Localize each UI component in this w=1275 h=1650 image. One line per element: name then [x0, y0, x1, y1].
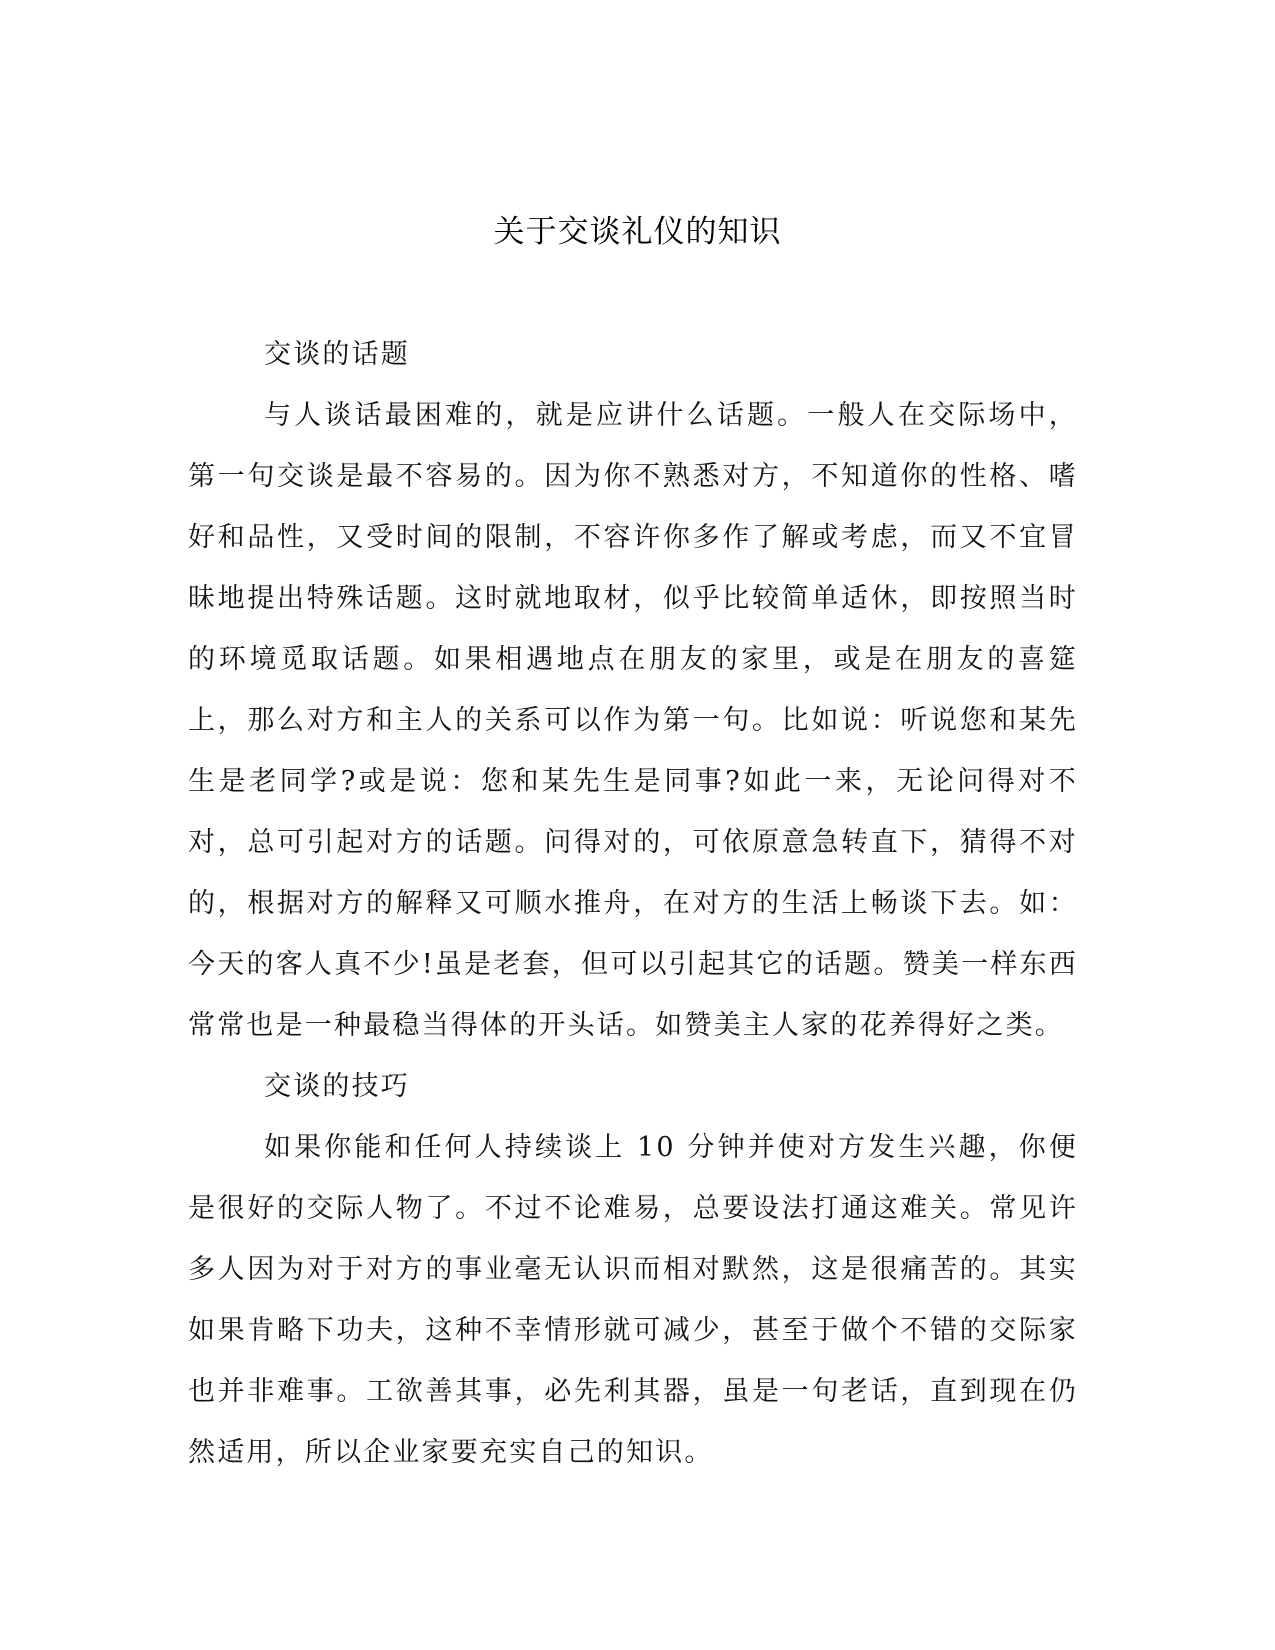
section-paragraph-skills: 如果你能和任何人持续谈上 10 分钟并使对方发生兴趣，你便是很好的交际人物了。不过不论难易，总要设法打通这难关。常见许多人因为对于对方的事业毫无认识而相对默然，这是很痛苦的。其实如果肯略下功夫，这种不幸情形就可减少，甚至于做个不错的交际家也并非难事。工欲善其事，必先利其器，虽是一句老话，直到现在仍然适用，所以企业家要充实自己的知识。 — [188, 1132, 1078, 1468]
document-body — [188, 324, 1078, 1483]
section-heading-topics: 交谈的话题 — [264, 339, 410, 370]
document-title: 关于交谈礼仪的知识 — [493, 214, 782, 250]
section-paragraph-topics: 与人谈话最困难的，就是应讲什么话题。一般人在交际场中，第一句交谈是最不容易的。因为你不熟悉对方，不知道你的性格、嗜好和品性，又受时间的限制，不容许你多作了解或考虑，而又不宜冒昧地提出特殊话题。这时就地取材，似乎比较简单适休，即按照当时的环境觅取话题。如果相遇地点在朋友的家里，或是在朋友的喜筵上，那么对方和主人的关系可以作为第一句。比如说：听说您和某先生是老同学?或是说：您和某先生是同事?如此一来，无论问得对不对，总可引起对方的话题。问得对的，可依原意急转直下，猜得不对的，根据对方的解释又可顺水推舟，在对方的生活上畅谈下去。如：今天的客人真不少!虽是老套，但可以引起其它的话题。赞美一样东西常常也是一种最稳当得体的开头话。如赞美主人家的花养得好之类。 — [188, 400, 1078, 1041]
section-heading-skills: 交谈的技巧 — [264, 1071, 410, 1102]
